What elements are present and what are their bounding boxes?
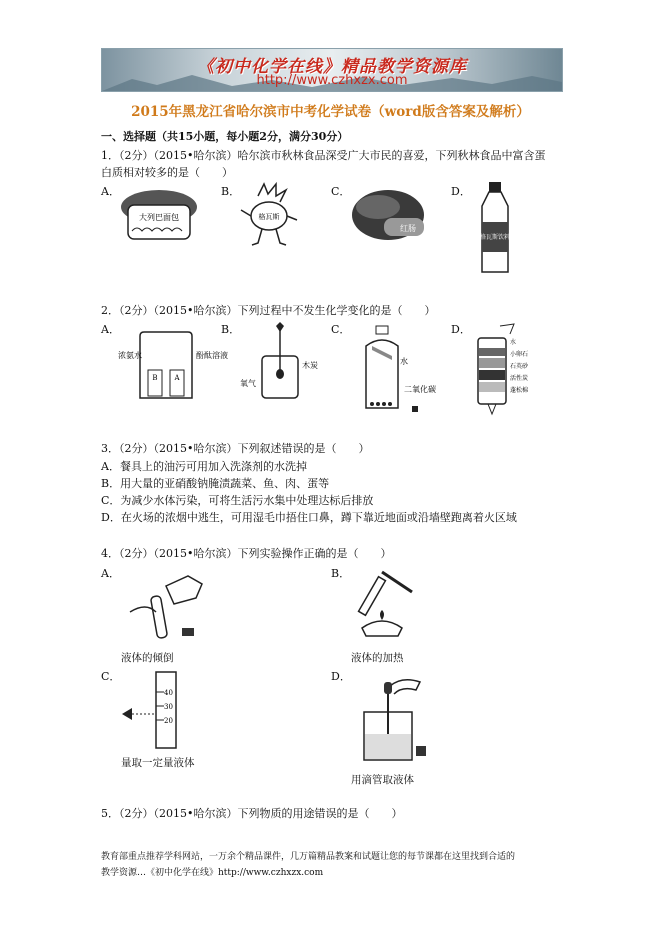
q3-option-b[interactable]: B．用大量的亚硝酸钠腌渍蔬菜、鱼、肉、蛋等 (101, 477, 330, 490)
water-label: 水 (400, 357, 408, 366)
bread-label: 大列巴面包 (139, 213, 179, 222)
header-banner (101, 48, 563, 92)
phenolphthalein-label: 酚酞溶液 (196, 351, 228, 360)
water-filter-image (470, 324, 550, 416)
pouring-liquid-image (120, 572, 210, 644)
caption-heating: 液体的加热 (351, 652, 404, 664)
q3-option-d[interactable]: D．在火场的浓烟中逃生，可用湿毛巾捂住口鼻，蹲下靠近地面或沿墙壁跑离着火区域 (101, 511, 517, 524)
scale-30: 30 (164, 703, 173, 711)
bottle-image (478, 182, 512, 276)
ammonia-diffusion-image (116, 328, 228, 403)
question-2: 2．（2分）（2015•哈尔滨）下列过程中不发生化学变化的是（ ） (101, 304, 436, 317)
q4-option-a[interactable]: A． (101, 567, 120, 580)
caption-measuring: 量取一定量液体 (121, 757, 195, 769)
caption-dropper: 用滴管取液体 (351, 774, 414, 786)
co2-bottle-image (352, 324, 452, 416)
banner-title: 《初中化学在线》精品教学资源库 (197, 57, 467, 77)
mascot-label: 格瓦斯 (258, 213, 280, 221)
mascot-image (236, 182, 302, 250)
graduated-cylinder-image (120, 672, 190, 748)
page-footer (101, 849, 566, 881)
charcoal-burning-image (240, 322, 330, 402)
q1-option-c[interactable]: C． (331, 185, 351, 198)
ammonia-label: 浓氨水 (118, 351, 142, 360)
co2-label: 二氧化碳 (404, 385, 436, 394)
question-1-line1: 1．（2分）（2015•哈尔滨）哈尔滨市秋林食品深受广大市民的喜爱，下列秋林食品中富含蛋 (101, 149, 546, 162)
pebble-label: 小卵石 (510, 351, 529, 358)
document-title: 2015年黑龙江省哈尔滨市中考化学试卷（word版含答案及解析） (131, 104, 530, 120)
q1-option-a[interactable]: A． (101, 185, 120, 198)
filter-water-label: 水 (510, 339, 517, 346)
q1-option-d[interactable]: D． (451, 185, 471, 198)
q1-option-b[interactable]: B． (221, 185, 241, 198)
q2-option-d[interactable]: D． (451, 323, 471, 336)
scale-40: 40 (164, 689, 173, 697)
dropper-image (350, 672, 430, 764)
beaker-a-label: A (174, 374, 180, 382)
beaker-b-label: B (152, 374, 158, 382)
q2-option-b[interactable]: B． (221, 323, 241, 336)
q4-option-c[interactable]: C． (101, 670, 121, 683)
scale-20: 20 (164, 717, 173, 725)
footer-line-1: 教育部重点推荐学科网站，一万余个精品课件，几万篇精品教案和试题让您的每节课都在这里找到合适的 (101, 852, 516, 862)
question-1-line2: 白质相对较多的是（ ） (101, 166, 233, 179)
cotton-label: 蓬松棉 (510, 387, 529, 394)
bottle-label: 格瓦斯饮料 (479, 234, 511, 241)
q4-option-b[interactable]: B． (331, 567, 351, 580)
question-4: 4．（2分）（2015•哈尔滨）下列实验操作正确的是（ ） (101, 547, 392, 560)
q3-option-c[interactable]: C．为减少水体污染，可将生活污水集中处理达标后排放 (101, 494, 374, 507)
q3-option-a[interactable]: A．餐具上的油污可用加入洗涤剂的水洗掉 (101, 460, 307, 473)
activated-carbon-label: 活性炭 (510, 375, 529, 382)
oxygen-label: 氧气 (240, 379, 256, 388)
q2-option-c[interactable]: C． (331, 323, 351, 336)
quartz-sand-label: 石英砂 (510, 363, 529, 370)
charcoal-label: 木炭 (302, 361, 318, 370)
caption-pouring: 液体的倾倒 (121, 652, 174, 664)
banner-url[interactable]: http://www.czhxzx.com (256, 73, 408, 88)
section-heading: 一、选择题（共15小题，每小题2分，满分30分） (101, 130, 349, 143)
q4-option-d[interactable]: D． (331, 670, 351, 683)
sausage-image (348, 185, 432, 247)
question-5: 5．（2分）（2015•哈尔滨）下列物质的用途错误的是（ ） (101, 807, 403, 820)
footer-line-2[interactable]: 教学资源…《初中化学在线》http://www.czhxzx.com (101, 868, 324, 878)
q2-option-a[interactable]: A． (101, 323, 120, 336)
bread-image (118, 185, 200, 243)
sausage-label: 红肠 (400, 224, 416, 233)
question-3: 3．（2分）（2015•哈尔滨）下列叙述错误的是（ ） (101, 442, 370, 455)
heating-liquid-image (352, 570, 428, 646)
